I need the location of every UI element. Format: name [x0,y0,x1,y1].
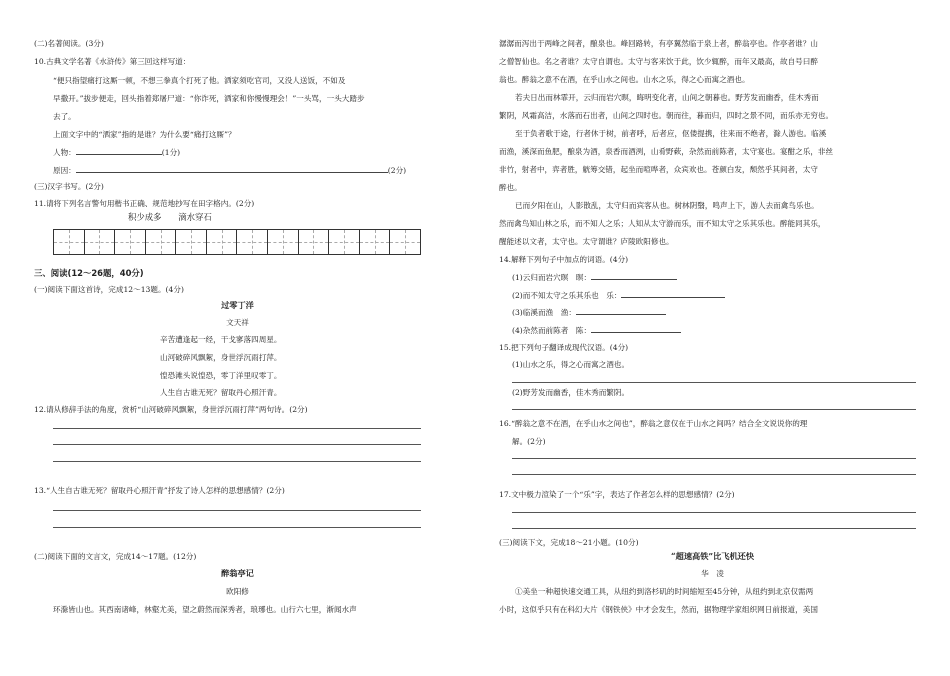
q10-reason-answer-line[interactable] [76,164,388,173]
essay-line: 然而禽鸟知山林之乐，而不知人之乐；人知从太守游而乐，而不知太守之乐其乐也。醉能同其乐， [499,219,826,228]
essay-line: 潺潺而泻出于两峰之间者，酿泉也。峰回路转，有亭翼然临于泉上者，醉翁亭也。作亭者谁？山 [499,39,818,48]
q17-answer-line[interactable] [512,528,916,529]
q15-item-1: (1)山水之乐，得之心而寓之酒也。 [512,360,630,369]
essay-author: 欧阳修 [226,587,249,596]
q11-phrase: 积少成多 滴水穿石 [128,212,212,222]
q14-answer-line[interactable] [591,271,677,280]
article-line-1: ①美坐一种超快速交通工具，从纽约到洛杉矶的时间缩短至45分钟，从纽约到北京仅需两 [515,587,814,596]
essay-line: 醉也。 [499,183,522,192]
essay-line: 之僧智仙也。名之者谁？太守自谓也。太守与客来饮于此，饮少辄醉，而年又最高，故自号曰醉 [499,57,818,66]
q10-person-score: (1分) [161,148,181,157]
q15-answer-line[interactable] [512,409,916,410]
q13-stem: 13.“人生自古谁无死？留取丹心照汗青”抒发了诗人怎样的思想感情？(2分) [34,486,285,495]
q12-answer-line[interactable] [53,428,421,429]
right-page [475,0,950,676]
essay-line: 繁阴，风霜高洁，水落而石出者，山间之四时也。朝而往，暮而归，四时之景不同，而乐亦无穷也。 [499,111,834,120]
q12-answer-line[interactable] [53,444,421,445]
poem-line-3: 惶恐滩头说惶恐，零丁洋里叹零丁。 [160,371,282,380]
essay-title: 醉翁亭记 [221,568,254,578]
q2-heading: (二)名著阅读。(3分) [34,39,104,48]
tianzige-grid[interactable] [53,229,421,255]
q14-answer-line[interactable] [576,306,666,315]
q14-item-2-text: (2)而不知太守之乐其乐也 乐： [512,291,622,300]
poem-author: 文天祥 [226,318,249,327]
q14-item-3 [512,306,666,318]
read3-intro: (三)阅读下文，完成18～21小题。(10分) [499,538,639,547]
q16-answer-line[interactable] [512,474,916,475]
grid-cell[interactable] [176,230,207,254]
q13-answer-line[interactable] [53,510,421,511]
q14-stem: 14.解释下列句子中加点的词语。(4分) [499,255,629,264]
q10-quote-line-1: “便只指望痛打这厮一顿，不想三拳真个打死了他。洒家须吃官司，又没人送饭，不如及 [53,76,346,85]
section3-heading: 三、阅读(12～26题，40分) [34,268,144,278]
grid-cell[interactable] [299,230,330,254]
essay-line: 翁也。醉翁之意不在酒，在乎山水之间也。山水之乐，得之心而寓之酒也。 [499,75,750,84]
essay-line: 非竹，射者中，弈者胜，觥筹交错，起坐而喧哗者，众宾欢也。苍颜白发，颓然乎其间者，太守 [499,165,818,174]
q12-stem: 12.请从修辞手法的角度，赏析“山河破碎风飘絮，身世浮沉雨打萍”两句诗。(2分) [34,405,308,414]
q3-heading: (三)汉字书写。(2分) [34,182,104,191]
q14-item-2 [512,289,725,301]
essay-line: 已而夕阳在山，人影散乱，太守归而宾客从也。树林阴翳，鸣声上下，游人去而禽鸟乐也。 [515,201,819,210]
grid-cell[interactable] [237,230,268,254]
q16-answer-line[interactable] [512,458,916,459]
read2-intro: (二)阅读下面的文言文，完成14～17题。(12分) [34,552,197,561]
q10-person-label: 人物： [53,148,76,157]
grid-cell[interactable] [54,230,85,254]
grid-cell[interactable] [329,230,360,254]
q14-answer-line[interactable] [621,289,725,298]
q13-answer-line[interactable] [53,527,421,528]
q10-reason-label: 原因： [53,166,76,175]
grid-cell[interactable] [207,230,238,254]
q14-item-1 [512,271,677,283]
q15-item-2: (2)野芳发而幽香，佳木秀而繁阴。 [512,388,630,397]
q10-person-answer-line[interactable] [76,146,162,155]
q14-answer-line[interactable] [591,324,681,333]
grid-cell[interactable] [268,230,299,254]
grid-cell[interactable] [390,230,420,254]
essay-line: 醒能述以文者，太守也。太守谓谁？庐陵欧阳修也。 [499,237,674,246]
q10-quote-line-2: 早撒开。”拔步便走，回头指着郑屠尸道：“你诈死，洒家和你慢慢理会！”一头骂，一头大踏步 [53,94,365,103]
essay-line: 而渔，溪深而鱼肥，酿泉为酒，泉香而酒洌，山肴野蔌，杂然而前陈者，太守宴也。宴酣之乐，非丝 [499,147,834,156]
grid-cell[interactable] [146,230,177,254]
poem-line-1: 辛苦遭逢起一经，干戈寥落四周星。 [160,335,282,344]
q14-item-4-text: (4)杂然而前陈者 陈： [512,326,592,335]
q16-stem-line-1: 16.“醉翁之意不在酒，在乎山水之间也”，醉翁之意仅在于山水之间吗？结合全文说说你的理 [499,419,808,428]
q10-reason-row [53,164,406,176]
q10-person-row [53,146,180,158]
article-title: “超速高铁”比飞机还快 [670,551,755,561]
grid-cell[interactable] [360,230,391,254]
q10-quote-line-3: 去了。 [53,112,76,121]
read1-intro: (一)阅读下面这首诗，完成12～13题。(4分) [34,285,184,294]
q15-stem: 15.把下列句子翻译成现代汉语。(4分) [499,343,629,352]
article-line-2: 小时，这似乎只有在科幻大片《钢铁侠》中才会发生，然而，据物理学家组织网日前报道，美国 [499,605,818,614]
q12-answer-line[interactable] [53,461,421,462]
q14-item-3-text: (3)临溪而渔 渔： [512,308,576,317]
poem-title: 过零丁洋 [221,300,254,310]
q14-item-4 [512,324,681,336]
q10-question: 上面文字中的“洒家”指的是谁？为什么要“痛打这厮”？ [53,130,236,139]
q16-stem-line-2: 解。(2分) [512,437,546,446]
poem-line-2: 山河破碎风飘絮，身世浮沉雨打萍。 [160,353,282,362]
q10-stem: 10.古典文学名著《水浒传》第三回这样写道： [34,57,191,66]
essay-paragraph-1: 环滁皆山也。其西南诸峰，林壑尤美，望之蔚然而深秀者，琅琊也。山行六七里，渐闻水声 [53,605,357,614]
q14-item-1-text: (1)云归而岩穴暝 暝： [512,273,592,282]
q17-stem: 17.文中极力渲染了一个“乐”字，表达了作者怎么样的思想感情？(2分) [499,490,735,499]
grid-cell[interactable] [115,230,146,254]
grid-cell[interactable] [85,230,116,254]
q11-stem: 11.请将下列名言警句用楷书正确、规范地抄写在田字格内。(2分) [34,199,255,208]
q17-answer-line[interactable] [512,512,916,513]
essay-line: 若夫日出而林霏开，云归而岩穴暝，晦明变化者，山间之朝暮也。野芳发而幽香，佳木秀而 [515,93,819,102]
article-author: 华 凌 [701,569,724,578]
poem-line-4: 人生自古谁无死？留取丹心照汗青。 [160,388,282,397]
essay-line: 至于负者歌于途，行者休于树，前者呼，后者应，伛偻提携，往来而不绝者，滁人游也。临溪 [515,129,827,138]
q10-reason-score: (2分) [387,166,407,175]
q15-answer-line[interactable] [512,382,916,383]
